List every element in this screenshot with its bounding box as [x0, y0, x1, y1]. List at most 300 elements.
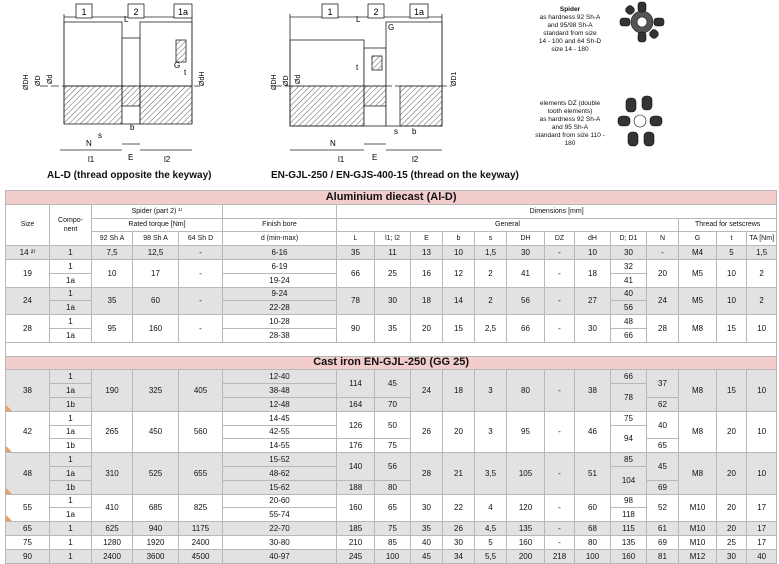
torque-cell: 3600 — [133, 549, 179, 563]
dim-cell-DZ: - — [545, 246, 575, 260]
dim-cell-D: 56 — [611, 301, 647, 315]
torque-cell: - — [179, 259, 223, 287]
torque-cell: 265 — [92, 411, 133, 452]
dim-cell-DZ: - — [545, 315, 575, 343]
dim-cell-D: 98 — [611, 494, 647, 508]
dim-cell-s: 5,5 — [475, 549, 507, 563]
size-cell: 48 — [6, 453, 50, 494]
dim-cell-N: 62 — [647, 397, 679, 411]
caption-en-gjl: EN-GJL-250 / EN-GJS-400-15 (thread on the keyway) — [271, 170, 519, 181]
bore-cell: 22-28 — [223, 301, 337, 315]
component-cell: 1 — [50, 370, 92, 384]
dim-cell-L: 66 — [337, 259, 375, 287]
drawing1-callout-1: 1 — [81, 7, 87, 17]
dim-cell-G: M10 — [679, 535, 717, 549]
dim-cell-TA: 10 — [747, 453, 777, 494]
dim-cell-L: 185 — [337, 522, 375, 536]
dim-cell-TA: 2 — [747, 287, 777, 315]
dim-cell-b: 20 — [443, 411, 475, 452]
component-cell: 1 — [50, 522, 92, 536]
header-98: 98 Sh A — [133, 232, 179, 246]
dim-cell-L: 188 — [337, 480, 375, 494]
dim-cell-D: 40 — [611, 287, 647, 301]
dim-cell-DZ: - — [545, 522, 575, 536]
torque-cell: 2400 — [92, 549, 133, 563]
dim-cell-t: 30 — [717, 549, 747, 563]
dim-cell-L: 90 — [337, 315, 375, 343]
torque-cell: 940 — [133, 522, 179, 536]
component-cell: 1a — [50, 425, 92, 439]
bore-cell: 10-28 — [223, 315, 337, 329]
dim-cell-D: 160 — [611, 549, 647, 563]
dim-cell-E: 26 — [411, 411, 443, 452]
drawing2-label-t: t — [356, 63, 359, 72]
drawing2-label-L: L — [356, 15, 361, 24]
dim-cell-D: 75 — [611, 411, 647, 425]
drawing1-label-b: b — [130, 123, 135, 132]
drawing2-label-D1: ØD1 — [451, 71, 458, 86]
drawing2-label-E: E — [372, 153, 378, 162]
dim-cell-l: 45 — [375, 370, 411, 398]
dim-cell-D: 48 — [611, 315, 647, 329]
component-cell: 1b — [50, 480, 92, 494]
component-cell: 1 — [50, 246, 92, 260]
dim-cell-DH: 160 — [507, 535, 545, 549]
dim-cell-N: - — [647, 246, 679, 260]
dim-cell-b: 34 — [443, 549, 475, 563]
dz-description — [520, 100, 620, 148]
torque-cell: 450 — [133, 411, 179, 452]
dz-text-5: 180 — [564, 140, 576, 147]
component-cell: 1a — [50, 273, 92, 287]
dim-cell-b: 21 — [443, 453, 475, 494]
torque-cell: 12,5 — [133, 246, 179, 260]
drawing1-label-l1: l1 — [88, 155, 95, 164]
dim-cell-N: 81 — [647, 549, 679, 563]
dim-cell-b: 30 — [443, 535, 475, 549]
torque-cell: 160 — [133, 315, 179, 343]
torque-cell: 1175 — [179, 522, 223, 536]
spider-text-5: size 14 - 180 — [551, 46, 589, 53]
dim-cell-l: 35 — [375, 315, 411, 343]
section-title-al: Aluminium diecast (Al-D) — [6, 191, 777, 205]
dim-cell-l: 75 — [375, 439, 411, 453]
bore-cell: 19-24 — [223, 273, 337, 287]
dim-cell-TA: 2 — [747, 259, 777, 287]
dim-cell-D: 78 — [611, 384, 647, 412]
dim-cell-D: 41 — [611, 273, 647, 287]
bore-cell: 55-74 — [223, 508, 337, 522]
drawing1-label-E: E — [128, 153, 134, 162]
header-92: 92 Sh A — [92, 232, 133, 246]
torque-cell: 10 — [92, 259, 133, 287]
size-cell: 38 — [6, 370, 50, 411]
header-general: General — [337, 218, 679, 232]
bore-cell: 20-60 — [223, 494, 337, 508]
dim-cell-t: 20 — [717, 453, 747, 494]
table-row — [6, 356, 777, 370]
dim-cell-E: 24 — [411, 370, 443, 411]
dim-cell-N: 61 — [647, 522, 679, 536]
component-cell: 1a — [50, 301, 92, 315]
torque-cell: 1920 — [133, 535, 179, 549]
drawing1-label-DH: ØDH — [23, 74, 30, 90]
dim-cell-l: 70 — [375, 397, 411, 411]
size-cell: 24 — [6, 287, 50, 315]
component-cell: 1a — [50, 508, 92, 522]
spider-description — [520, 6, 620, 54]
dim-cell-DZ: - — [545, 287, 575, 315]
dim-cell-G: M10 — [679, 494, 717, 522]
dim-cell-t: 15 — [717, 370, 747, 411]
dim-cell-DH: 105 — [507, 453, 545, 494]
header-G: G — [679, 232, 717, 246]
component-cell: 1 — [50, 453, 92, 467]
dim-cell-D: 118 — [611, 508, 647, 522]
dim-cell-DH: 80 — [507, 370, 545, 411]
spider-text-1: as hardness 92 Sh-A — [539, 14, 601, 21]
dim-cell-t: 20 — [717, 522, 747, 536]
header-DZ: DZ — [545, 232, 575, 246]
dim-cell-L: 164 — [337, 397, 375, 411]
bore-cell: 6-16 — [223, 246, 337, 260]
dim-cell-l: 30 — [375, 287, 411, 315]
dim-cell-L: 160 — [337, 494, 375, 522]
dim-cell-G: M8 — [679, 411, 717, 452]
drawing2-label-b: b — [412, 127, 417, 136]
dim-cell-TA: 40 — [747, 549, 777, 563]
dim-cell-l: 80 — [375, 480, 411, 494]
torque-cell: 410 — [92, 494, 133, 522]
dim-cell-G: M8 — [679, 315, 717, 343]
header-thread: Thread for setscrews — [679, 218, 777, 232]
dim-cell-N: 45 — [647, 453, 679, 481]
caption-al-d: AL-D (thread opposite the keyway) — [47, 170, 212, 181]
drawing2-callout-1a: 1a — [413, 7, 425, 17]
bore-cell: 15-52 — [223, 453, 337, 467]
component-cell: 1 — [50, 411, 92, 425]
header-L: L — [337, 232, 375, 246]
dim-cell-l: 11 — [375, 246, 411, 260]
header-dimensions: Dimensions [mm] — [337, 204, 777, 218]
dim-cell-t: 10 — [717, 259, 747, 287]
table-row — [6, 549, 777, 563]
header-s: s — [475, 232, 507, 246]
header-E: E — [411, 232, 443, 246]
dim-cell-DH: 135 — [507, 522, 545, 536]
technical-drawings — [0, 0, 779, 186]
size-cell: 90 — [6, 549, 50, 563]
dim-cell-l: 100 — [375, 549, 411, 563]
dim-cell-s: 5 — [475, 535, 507, 549]
component-cell: 1 — [50, 315, 92, 329]
dim-cell-s: 3 — [475, 411, 507, 452]
bore-cell: 12-40 — [223, 370, 337, 384]
dim-cell-E: 30 — [411, 494, 443, 522]
torque-cell: 405 — [179, 370, 223, 411]
dim-cell-dH: 100 — [575, 549, 611, 563]
table-row — [6, 246, 777, 260]
dim-cell-dH: 51 — [575, 453, 611, 494]
torque-cell: 190 — [92, 370, 133, 411]
size-cell: 75 — [6, 535, 50, 549]
dim-cell-TA: 10 — [747, 370, 777, 411]
table-row — [6, 342, 777, 356]
drawing2-label-d: Ød — [295, 74, 302, 84]
dim-cell-DZ: - — [545, 453, 575, 494]
dim-cell-s: 1,5 — [475, 246, 507, 260]
torque-cell: - — [179, 315, 223, 343]
drawing2-callout-1: 1 — [327, 7, 333, 17]
dim-cell-L: 35 — [337, 246, 375, 260]
torque-cell: 4500 — [179, 549, 223, 563]
dim-cell-dH: 60 — [575, 494, 611, 522]
table-row — [6, 535, 777, 549]
header-component-1: Compo- — [58, 216, 83, 224]
dim-cell-D: 135 — [611, 535, 647, 549]
torque-cell: 2400 — [179, 535, 223, 549]
drawing1-label-dH: ØdH — [199, 71, 206, 86]
dim-cell-t: 25 — [717, 535, 747, 549]
dim-cell-N: 52 — [647, 494, 679, 522]
dim-cell-dH: 10 — [575, 246, 611, 260]
size-cell: 28 — [6, 315, 50, 343]
dim-cell-dH: 38 — [575, 370, 611, 411]
dim-cell-DH: 56 — [507, 287, 545, 315]
dim-cell-L: 140 — [337, 453, 375, 481]
drawing1-callout-1a: 1a — [177, 7, 189, 17]
dim-cell-l: 75 — [375, 522, 411, 536]
dz-elements-image — [618, 96, 662, 146]
dim-cell-DH: 200 — [507, 549, 545, 563]
bore-cell: 42-55 — [223, 425, 337, 439]
table-row — [6, 370, 777, 384]
header-DH: DH — [507, 232, 545, 246]
dim-cell-N: 69 — [647, 480, 679, 494]
dim-cell-DZ: 218 — [545, 549, 575, 563]
bore-cell: 15-62 — [223, 480, 337, 494]
dim-cell-D: 32 — [611, 259, 647, 273]
header-spider: Spider (part 2) ¹⁾ — [92, 204, 223, 218]
specification-table — [5, 190, 777, 564]
header-finish: Finish bore — [223, 218, 337, 232]
dim-cell-E: 20 — [411, 315, 443, 343]
dim-cell-D: 94 — [611, 425, 647, 453]
size-cell: 19 — [6, 259, 50, 287]
dim-cell-L: 114 — [337, 370, 375, 398]
drawing2-label-l1: l1 — [338, 155, 345, 164]
spider-image — [620, 2, 664, 42]
dim-cell-L: 245 — [337, 549, 375, 563]
dim-cell-b: 26 — [443, 522, 475, 536]
header-DD1: D; D1 — [611, 232, 647, 246]
header-t: t — [717, 232, 747, 246]
dim-cell-DH: 120 — [507, 494, 545, 522]
drawing2-label-DH: ØDH — [271, 74, 278, 90]
drawing2-label-G: G — [388, 23, 395, 32]
dim-cell-s: 2 — [475, 287, 507, 315]
bore-cell: 22-70 — [223, 522, 337, 536]
component-cell: 1 — [50, 535, 92, 549]
dim-cell-DH: 66 — [507, 315, 545, 343]
dim-cell-G: M5 — [679, 287, 717, 315]
header-b: b — [443, 232, 475, 246]
dim-cell-l: 65 — [375, 494, 411, 522]
drawing1-label-D: ØD — [35, 75, 42, 86]
component-cell: 1a — [50, 384, 92, 398]
torque-cell: 625 — [92, 522, 133, 536]
dim-cell-t: 10 — [717, 287, 747, 315]
dim-cell-l: 50 — [375, 411, 411, 439]
dim-cell-E: 40 — [411, 535, 443, 549]
header-component — [50, 204, 92, 245]
dim-cell-DZ: - — [545, 259, 575, 287]
size-cell: 55 — [6, 494, 50, 522]
dim-cell-E: 45 — [411, 549, 443, 563]
size-cell: 42 — [6, 411, 50, 452]
torque-cell: 325 — [133, 370, 179, 411]
dim-cell-t: 20 — [717, 411, 747, 452]
drawing2-label-N: N — [330, 139, 336, 148]
header-component-2: nent — [63, 225, 78, 233]
header-64: 64 Sh D — [179, 232, 223, 246]
dim-cell-L: 210 — [337, 535, 375, 549]
table-body — [6, 191, 777, 564]
table-row — [6, 494, 777, 508]
dim-cell-N: 37 — [647, 370, 679, 398]
spider-text-0: Spider — [559, 6, 581, 13]
table-row — [6, 411, 777, 425]
spider-text-4: 14 - 100 and 64 Sh-D — [538, 38, 602, 45]
bore-cell: 30-80 — [223, 535, 337, 549]
torque-cell: 17 — [133, 259, 179, 287]
table-row — [6, 453, 777, 467]
header-finish2: d (min-max) — [223, 232, 337, 246]
dim-cell-l: 56 — [375, 453, 411, 481]
torque-cell: 60 — [133, 287, 179, 315]
component-cell: 1b — [50, 439, 92, 453]
drawing1-label-l2: l2 — [164, 155, 171, 164]
dim-cell-E: 18 — [411, 287, 443, 315]
torque-cell: 35 — [92, 287, 133, 315]
torque-cell: 310 — [92, 453, 133, 494]
torque-cell: 7,5 — [92, 246, 133, 260]
component-cell: 1 — [50, 259, 92, 273]
dim-cell-TA: 17 — [747, 494, 777, 522]
drawing1-callout-2: 2 — [133, 7, 139, 17]
dim-cell-s: 4,5 — [475, 522, 507, 536]
dim-cell-G: M4 — [679, 246, 717, 260]
dim-cell-D: 85 — [611, 453, 647, 467]
dz-text-2: as hardness 92 Sh-A — [539, 116, 601, 123]
dim-cell-DZ: - — [545, 370, 575, 411]
dim-cell-E: 13 — [411, 246, 443, 260]
dim-cell-dH: 46 — [575, 411, 611, 452]
dim-cell-G: M12 — [679, 549, 717, 563]
dim-cell-E: 16 — [411, 259, 443, 287]
header-blank — [223, 204, 337, 218]
dim-cell-DZ: - — [545, 535, 575, 549]
dim-cell-TA: 1,5 — [747, 246, 777, 260]
dim-cell-G: M5 — [679, 259, 717, 287]
dim-cell-TA: 10 — [747, 315, 777, 343]
spider-text-2: and 95/98 Sh-A — [547, 22, 593, 29]
dim-cell-DH: 30 — [507, 246, 545, 260]
bore-cell: 14-45 — [223, 411, 337, 425]
dim-cell-L: 78 — [337, 287, 375, 315]
torque-cell: - — [179, 287, 223, 315]
dim-cell-N: 28 — [647, 315, 679, 343]
dim-cell-D: 104 — [611, 466, 647, 494]
bore-cell: 6-19 — [223, 259, 337, 273]
dim-cell-b: 10 — [443, 246, 475, 260]
dim-cell-G: M8 — [679, 453, 717, 494]
component-cell: 1a — [50, 466, 92, 480]
header-dH: dH — [575, 232, 611, 246]
dim-cell-t: 5 — [717, 246, 747, 260]
dim-cell-dH: 30 — [575, 315, 611, 343]
header-size: Size — [6, 204, 50, 245]
dim-cell-s: 3 — [475, 370, 507, 411]
dim-cell-DH: 41 — [507, 259, 545, 287]
dz-text-3: and 95 Sh-A — [551, 124, 589, 131]
dim-cell-TA: 17 — [747, 522, 777, 536]
spider-text-3: standard from size — [543, 30, 597, 37]
header-l1l2: l1; l2 — [375, 232, 411, 246]
bore-cell: 12-48 — [223, 397, 337, 411]
dim-cell-b: 22 — [443, 494, 475, 522]
dim-cell-D: 66 — [611, 370, 647, 384]
component-cell: 1 — [50, 287, 92, 301]
table-row — [6, 522, 777, 536]
bore-cell: 38-48 — [223, 384, 337, 398]
drawing1-label-d: Ød — [47, 74, 54, 84]
drawing1-label-N: N — [86, 139, 92, 148]
dz-text-4: standard from size 110 - — [535, 132, 605, 139]
drawing2-label-s: s — [394, 127, 398, 136]
table-row — [6, 315, 777, 329]
drawing1-label-G: G — [174, 61, 181, 70]
dim-cell-DH: 95 — [507, 411, 545, 452]
drawing2-callout-2: 2 — [373, 7, 379, 17]
dim-cell-s: 2,5 — [475, 315, 507, 343]
torque-cell: - — [179, 246, 223, 260]
dim-cell-N: 69 — [647, 535, 679, 549]
dim-cell-L: 126 — [337, 411, 375, 439]
dim-cell-s: 4 — [475, 494, 507, 522]
dim-cell-dH: 27 — [575, 287, 611, 315]
torque-cell: 825 — [179, 494, 223, 522]
dim-cell-DZ: - — [545, 411, 575, 452]
torque-cell: 525 — [133, 453, 179, 494]
torque-cell: 560 — [179, 411, 223, 452]
drawing2-label-l2: l2 — [412, 155, 419, 164]
dim-cell-G: M10 — [679, 522, 717, 536]
dim-cell-N: 40 — [647, 411, 679, 439]
table-row — [6, 259, 777, 273]
torque-cell: 95 — [92, 315, 133, 343]
component-cell: 1b — [50, 397, 92, 411]
size-cell: 65 — [6, 522, 50, 536]
component-cell: 1 — [50, 494, 92, 508]
dim-cell-E: 35 — [411, 522, 443, 536]
torque-cell: 685 — [133, 494, 179, 522]
gap-cell — [6, 342, 777, 356]
dz-text-1: tooth elements) — [547, 108, 593, 115]
dim-cell-dH: 18 — [575, 259, 611, 287]
dim-cell-TA: 17 — [747, 535, 777, 549]
dim-cell-D: 30 — [611, 246, 647, 260]
